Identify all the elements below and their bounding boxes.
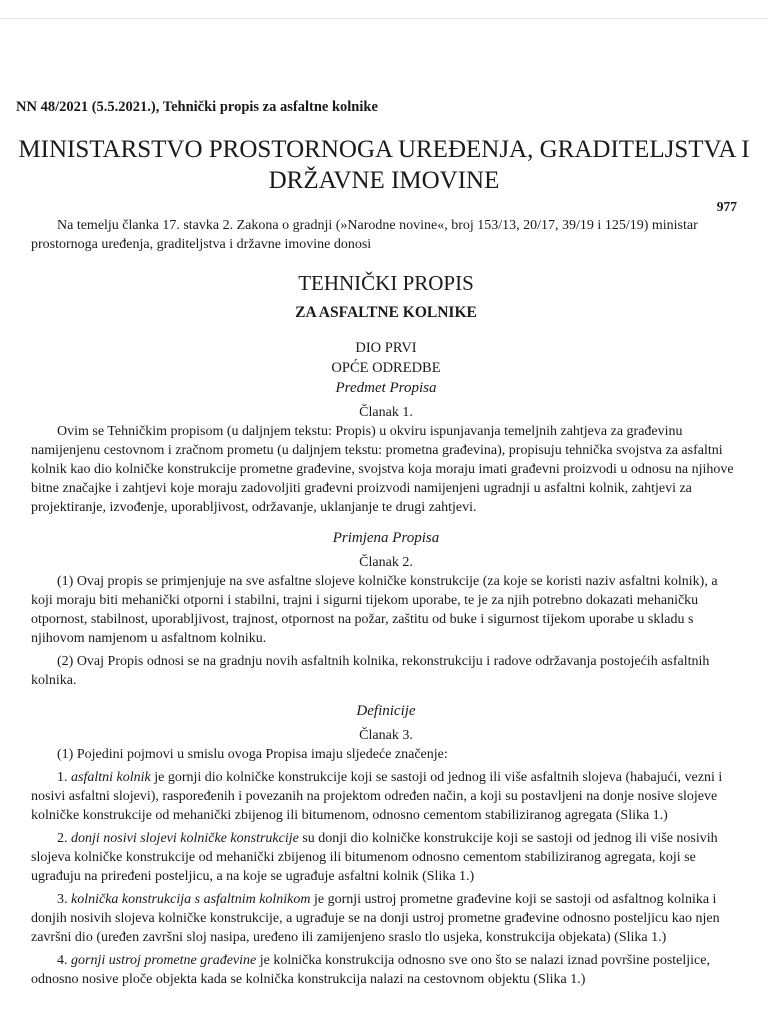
article-paragraph: (2) Ovaj Propis odnosi se na gradnju novih asfaltnih kolnika, rekonstrukciju i radove održavanja postojećih asfaltnih kolnika. bbox=[31, 654, 710, 688]
definition-item bbox=[31, 951, 741, 989]
document-body bbox=[31, 216, 741, 993]
preamble: Na temelju članka 17. stavka 2. Zakona o gradnji (»Narodne novine«, broj 153/13, 20/17, 39/19 i 125/19) ministar prostornoga uređenja, graditeljstva i državne imovine donosi bbox=[31, 218, 698, 252]
document-header: NN 48/2021 (5.5.2021.), Tehnički propis za asfaltne kolnike bbox=[16, 99, 378, 115]
document-subtitle: ZA ASFALTNE KOLNIKE bbox=[295, 304, 477, 321]
ministry-line-2: DRŽAVNE IMOVINE bbox=[268, 167, 500, 194]
definition-text: je gornji dio kolničke konstrukcije koji se sastoji od jednog ili više asfaltnih slojeva (habajući, vezni i nosivi asfaltni slojevi), raspoređenih i povezanih na projektom određen način, a koji su postavljeni na donje nosive slojeve kolničke konstrukcije od mehanički zbijenog ili bitumenom, odnosno cementom stabiliziranog agregata (Slika 1.) bbox=[31, 770, 723, 823]
part-title: OPĆE ODREDBE bbox=[331, 360, 441, 376]
article-number: Članak 3. bbox=[359, 728, 413, 743]
definition-number: 4. bbox=[57, 953, 68, 968]
definition-text: su donji dio kolničke konstrukcije koji se sastoji od jednog ili više nosivih slojeva kolničke konstrukcije od mehanički zbijenog ili bitumenom odnosno cementom stabiliziranog agregata, koji se ugrađuju na prirеđeni posteljicu, a na koje se ugrađuje asfaltni kolnik (Slika 1.) bbox=[31, 831, 718, 884]
definition-text: je gornji ustroj prometne građevine koji se sastoji od asfaltnog kolnika i donjih nosivih slojeva kolničke konstrukcije, a ugrađuje se na donji ustroj prometne građevine odnosno posteljicu kao njen završni dio (uređen završni sloj nasipa, uređeno ili zamijenjeno sraslo tlo usjeka, konstrukcija objekata) (Slika 1.) bbox=[31, 892, 720, 945]
ministry-name bbox=[0, 134, 768, 196]
definition-term: asfaltni kolnik bbox=[71, 770, 151, 785]
definition-number: 2. bbox=[57, 831, 68, 846]
document-title: TEHNIČKI PROPIS bbox=[298, 271, 474, 295]
ministry-line-1: MINISTARSTVO PROSTORNOGA UREĐENJA, GRADITELJSTVA I bbox=[18, 136, 750, 163]
definition-number: 1. bbox=[57, 770, 68, 785]
article-paragraph: (1) Pojedini pojmovi u smislu ovoga Propisa imaju sljedeće značenje: bbox=[57, 747, 448, 762]
article-paragraph: Ovim se Tehničkim propisom (u daljnjem tekstu: Propis) u okviru ispunjavanja temeljnih zahtjeva za građevinu namijenjenu cestovnom i zračnom prometu (u daljnjem tekstu: prometna građevina), propisuju tehnička svojstva za asfaltni kolnik kao dio kolničke konstrukcije prometne građevine, svojstva koja moraju imati građevni proizvodi u odnosu na njihove bitne značajke i zahtjevi koje moraju zadovoljiti građevni proizvodi namijenjeni ugradnji u asfaltni kolnik, zahtjevi za projektiranje, izvođenje, uporabljivost, održavanje, uklanjanje te drugi zahtjevi. bbox=[31, 424, 734, 515]
definition-item bbox=[31, 768, 741, 825]
section-heading: Definicije bbox=[356, 703, 416, 719]
definition-item bbox=[31, 829, 741, 886]
part-heading: DIO PRVI bbox=[355, 340, 417, 356]
definition-text: je kolnička konstrukcija odnosno sve ono što se nalazi iznad površine posteljice, odnosno nosive ploče objekta kada se kolnička konstrukcija nalazi na cestovnom objektu (Slika 1.) bbox=[31, 953, 710, 987]
article-paragraph: (1) Ovaj propis se primjenjuje na sve asfaltne slojeve kolničke konstrukcije (za koje se koristi naziv asfaltni kolnik), a koji moraju biti mehanički otporni i stabilni, trajni i sigurni tijekom uporabe, te je za njih potrebno dokazati mehaničku otpornost, stabilnost, uporabljivost, trajnost, otpornost na požar, zaštitu od buke i sigurnost tijekom uporabe u skladu s njihovom namjenom u asfaltnom kolniku. bbox=[31, 574, 718, 646]
definition-number: 3. bbox=[57, 892, 68, 907]
definition-term: gornji ustroj prometne građevine bbox=[71, 953, 257, 968]
article-number: Članak 1. bbox=[359, 405, 413, 420]
definition-term: kolnička konstrukcija s asfaltnim kolnikom bbox=[71, 892, 311, 907]
definition-term: donji nosivi slojevi kolničke konstrukcije bbox=[71, 831, 299, 846]
section-heading: Primjena Propisa bbox=[332, 530, 440, 546]
document-number: 977 bbox=[716, 199, 737, 214]
section-heading: Predmet Propisa bbox=[335, 380, 437, 396]
definition-item bbox=[31, 890, 741, 947]
top-divider bbox=[0, 18, 768, 19]
article-number: Članak 2. bbox=[359, 555, 413, 570]
